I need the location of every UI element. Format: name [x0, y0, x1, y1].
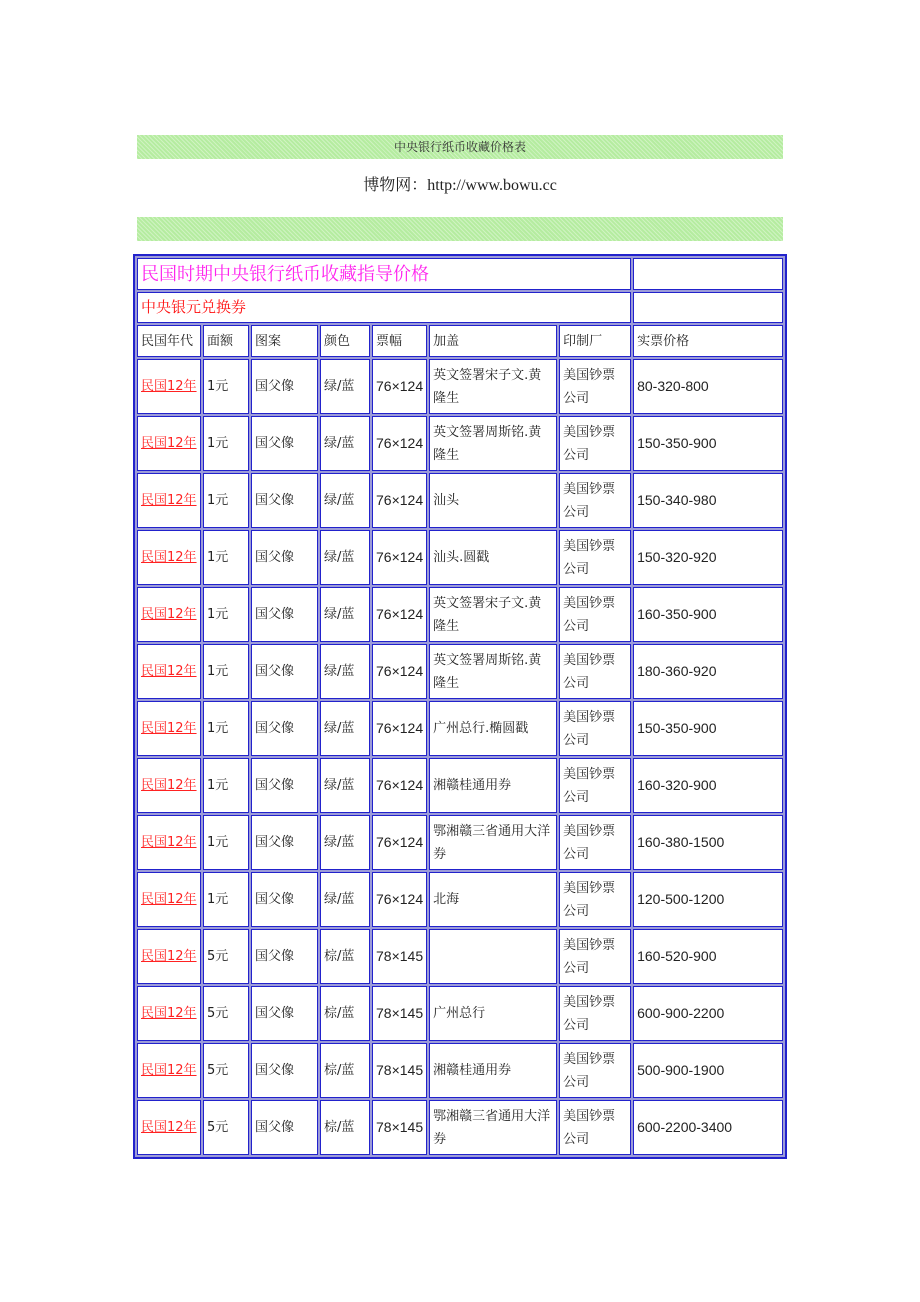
header-banner [137, 135, 783, 159]
cell-era [137, 587, 201, 642]
column-header-size: 票幅 [372, 325, 427, 357]
cell-color: 棕/蓝 [320, 929, 370, 984]
cell-design: 国父像 [251, 872, 318, 927]
table-row [137, 473, 783, 528]
cell-size: 76×124 [372, 701, 427, 756]
cell-price: 500-900-1900 [633, 1043, 783, 1098]
era-link[interactable]: 民国12年 [141, 550, 197, 565]
price-table [133, 254, 787, 1159]
cell-era [137, 872, 201, 927]
cell-size: 78×145 [372, 929, 427, 984]
era-link[interactable]: 民国12年 [141, 721, 197, 736]
column-header-era: 民国年代 [137, 325, 201, 357]
cell-color: 绿/蓝 [320, 416, 370, 471]
cell-size: 76×124 [372, 587, 427, 642]
cell-printer: 美国钞票公司 [559, 1100, 631, 1155]
table-row [137, 587, 783, 642]
cell-price: 150-320-920 [633, 530, 783, 585]
era-link[interactable]: 民国12年 [141, 778, 197, 793]
cell-color: 棕/蓝 [320, 1100, 370, 1155]
cell-overprint: 英文签署宋子文.黄隆生 [429, 359, 557, 414]
cell-printer: 美国钞票公司 [559, 530, 631, 585]
column-header-overprint: 加盖 [429, 325, 557, 357]
cell-design: 国父像 [251, 416, 318, 471]
cell-color: 棕/蓝 [320, 986, 370, 1041]
cell-price: 120-500-1200 [633, 872, 783, 927]
cell-price: 180-360-920 [633, 644, 783, 699]
cell-denomination: 5元 [203, 1043, 249, 1098]
era-link[interactable]: 民国12年 [141, 1063, 197, 1078]
cell-design: 国父像 [251, 359, 318, 414]
cell-design: 国父像 [251, 758, 318, 813]
cell-price: 80-320-800 [633, 359, 783, 414]
cell-printer: 美国钞票公司 [559, 986, 631, 1041]
cell-overprint: 汕头 [429, 473, 557, 528]
cell-printer: 美国钞票公司 [559, 416, 631, 471]
cell-design: 国父像 [251, 701, 318, 756]
cell-color: 绿/蓝 [320, 701, 370, 756]
cell-era [137, 416, 201, 471]
era-link[interactable]: 民国12年 [141, 493, 197, 508]
cell-era [137, 359, 201, 414]
era-link[interactable]: 民国12年 [141, 892, 197, 907]
cell-denomination: 5元 [203, 1100, 249, 1155]
banner-title: 中央银行纸币收藏价格表 [393, 140, 526, 154]
table-subtitle: 中央银元兑换券 [137, 292, 631, 323]
table-row [137, 416, 783, 471]
cell-denomination: 1元 [203, 644, 249, 699]
era-link[interactable]: 民国12年 [141, 949, 197, 964]
cell-color: 绿/蓝 [320, 815, 370, 870]
cell-color: 绿/蓝 [320, 473, 370, 528]
cell-color: 绿/蓝 [320, 644, 370, 699]
era-link[interactable]: 民国12年 [141, 436, 197, 451]
cell-overprint: 广州总行 [429, 986, 557, 1041]
cell-overprint: 北海 [429, 872, 557, 927]
cell-denomination: 1元 [203, 416, 249, 471]
cell-printer: 美国钞票公司 [559, 758, 631, 813]
cell-price: 600-2200-3400 [633, 1100, 783, 1155]
cell-size: 76×124 [372, 530, 427, 585]
empty-cell [633, 292, 783, 323]
cell-size: 76×124 [372, 758, 427, 813]
cell-printer: 美国钞票公司 [559, 587, 631, 642]
header-row [137, 325, 783, 357]
cell-overprint: 鄂湘赣三省通用大洋券 [429, 815, 557, 870]
cell-price: 160-520-900 [633, 929, 783, 984]
table-row [137, 701, 783, 756]
cell-era [137, 815, 201, 870]
table-row [137, 1100, 783, 1155]
cell-printer: 美国钞票公司 [559, 815, 631, 870]
cell-design: 国父像 [251, 473, 318, 528]
cell-overprint: 英文签署周斯铭.黄隆生 [429, 416, 557, 471]
table-title: 民国时期中央银行纸币收藏指导价格 [137, 258, 631, 290]
cell-design: 国父像 [251, 530, 318, 585]
era-link[interactable]: 民国12年 [141, 607, 197, 622]
cell-price: 150-350-900 [633, 416, 783, 471]
empty-cell [633, 258, 783, 290]
table-row [137, 872, 783, 927]
cell-overprint: 湘赣桂通用券 [429, 1043, 557, 1098]
cell-denomination: 1元 [203, 872, 249, 927]
table-row [137, 986, 783, 1041]
table-row [137, 1043, 783, 1098]
cell-size: 76×124 [372, 416, 427, 471]
cell-denomination: 1元 [203, 359, 249, 414]
cell-size: 76×124 [372, 872, 427, 927]
cell-size: 76×124 [372, 473, 427, 528]
cell-size: 76×124 [372, 815, 427, 870]
column-header-price: 实票价格 [633, 325, 783, 357]
cell-overprint: 广州总行.椭圆戳 [429, 701, 557, 756]
era-link[interactable]: 民国12年 [141, 379, 197, 394]
cell-overprint: 汕头.圆戳 [429, 530, 557, 585]
cell-denomination: 5元 [203, 986, 249, 1041]
cell-design: 国父像 [251, 929, 318, 984]
cell-era [137, 701, 201, 756]
cell-price: 160-350-900 [633, 587, 783, 642]
table-row [137, 530, 783, 585]
cell-era [137, 644, 201, 699]
cell-color: 绿/蓝 [320, 530, 370, 585]
cell-denomination: 1元 [203, 530, 249, 585]
cell-denomination: 1元 [203, 701, 249, 756]
cell-denomination: 1元 [203, 758, 249, 813]
cell-size: 76×124 [372, 359, 427, 414]
cell-price: 160-380-1500 [633, 815, 783, 870]
cell-size: 78×145 [372, 1100, 427, 1155]
divider-banner [137, 217, 783, 241]
cell-printer: 美国钞票公司 [559, 644, 631, 699]
cell-size: 78×145 [372, 986, 427, 1041]
era-link[interactable]: 民国12年 [141, 1120, 197, 1135]
cell-color: 棕/蓝 [320, 1043, 370, 1098]
table-row [137, 758, 783, 813]
cell-overprint: 英文签署周斯铭.黄隆生 [429, 644, 557, 699]
cell-design: 国父像 [251, 815, 318, 870]
cell-printer: 美国钞票公司 [559, 701, 631, 756]
cell-price: 600-900-2200 [633, 986, 783, 1041]
cell-overprint: 鄂湘赣三省通用大洋券 [429, 1100, 557, 1155]
cell-era [137, 1043, 201, 1098]
column-header-color: 颜色 [320, 325, 370, 357]
cell-color: 绿/蓝 [320, 872, 370, 927]
cell-printer: 美国钞票公司 [559, 1043, 631, 1098]
column-header-printer: 印制厂 [559, 325, 631, 357]
era-link[interactable]: 民国12年 [141, 664, 197, 679]
cell-color: 绿/蓝 [320, 587, 370, 642]
table-row [137, 815, 783, 870]
site-url: 博物网：http://www.bowu.cc [363, 177, 557, 194]
cell-design: 国父像 [251, 587, 318, 642]
cell-design: 国父像 [251, 644, 318, 699]
cell-era [137, 986, 201, 1041]
cell-color: 绿/蓝 [320, 359, 370, 414]
cell-printer: 美国钞票公司 [559, 473, 631, 528]
cell-era [137, 1100, 201, 1155]
cell-denomination: 1元 [203, 815, 249, 870]
column-header-design: 图案 [251, 325, 318, 357]
cell-overprint: 英文签署宋子文.黄隆生 [429, 587, 557, 642]
cell-denomination: 1元 [203, 587, 249, 642]
cell-design: 国父像 [251, 1043, 318, 1098]
table-row [137, 359, 783, 414]
cell-era [137, 758, 201, 813]
cell-denomination: 1元 [203, 473, 249, 528]
era-link[interactable]: 民国12年 [141, 1006, 197, 1021]
cell-size: 76×124 [372, 644, 427, 699]
cell-design: 国父像 [251, 986, 318, 1041]
cell-era [137, 530, 201, 585]
cell-price: 150-350-900 [633, 701, 783, 756]
cell-printer: 美国钞票公司 [559, 359, 631, 414]
cell-printer: 美国钞票公司 [559, 929, 631, 984]
cell-design: 国父像 [251, 1100, 318, 1155]
cell-overprint [429, 929, 557, 984]
column-header-denomination: 面额 [203, 325, 249, 357]
cell-price: 160-320-900 [633, 758, 783, 813]
table-row [137, 644, 783, 699]
cell-denomination: 5元 [203, 929, 249, 984]
cell-printer: 美国钞票公司 [559, 872, 631, 927]
era-link[interactable]: 民国12年 [141, 835, 197, 850]
cell-size: 78×145 [372, 1043, 427, 1098]
table-row [137, 929, 783, 984]
cell-overprint: 湘赣桂通用券 [429, 758, 557, 813]
cell-era [137, 929, 201, 984]
cell-price: 150-340-980 [633, 473, 783, 528]
cell-color: 绿/蓝 [320, 758, 370, 813]
cell-era [137, 473, 201, 528]
